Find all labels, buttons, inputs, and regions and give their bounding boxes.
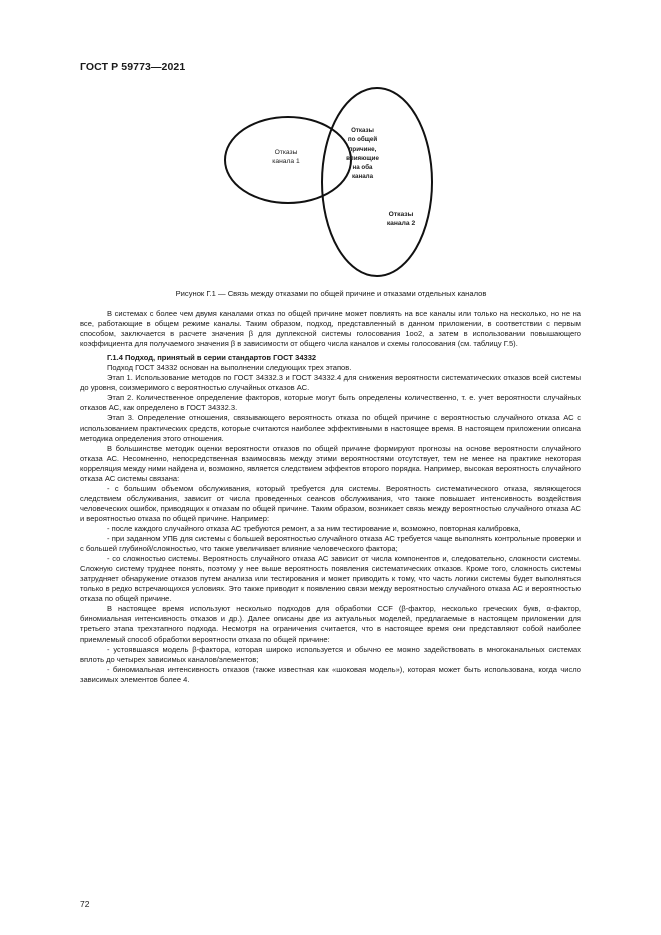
- list-item: - со сложностью системы. Вероятность случайного отказа АС зависит от числа компонентов и, следовательно, сложности системы. Сложную систему труднее понять, поэтому у нее выше вероятность появления систематических отказов. Кроме того, сложность системы затрудняет обнаружение отказов путем анализа или тестирования и может приводить к тому, что часть логики системы будет выполняться только в редко встречающихся условиях. Это также приводит к появлению связи между вероятностью случайного отказа АС и вероятностью отказа по общей причине.: [80, 554, 581, 604]
- paragraph: В большинстве методик оценки вероятности отказов по общей причине формируют прогнозы на основе вероятности случайного отказа АС. Несомненно, непосредственная взаимосвязь между этими вероятностями отсутствует, тем не менее на практике некоторая корреляция между ними найдена и, возможно, является следствием эффектов второго порядка. Например, высокая вероятность случайного отказа АС системы связана:: [80, 443, 581, 483]
- page-number: 72: [80, 899, 90, 909]
- paragraph: Этап 2. Количественное определение факторов, которые могут быть определены количественно, т. е. учет вероятности случайных отказов АС, как определено в ГОСТ 34332.3.: [80, 393, 581, 413]
- venn-diagram: [0, 0, 661, 300]
- venn-label-channel-1: Отказы канала 1: [272, 149, 300, 165]
- paragraph: Этап 1. Использование методов по ГОСТ 34332.3 и ГОСТ 34332.4 для снижения вероятности систематических отказов всей системы до уровня, соизмеримого с вероятностью случайных отказов АС.: [80, 373, 581, 393]
- venn-label-common-cause: Отказы по общей причине, влияющие на оба канала: [346, 127, 379, 181]
- paragraph: В системах с более чем двумя каналами отказ по общей причине может повлиять на все каналы или только на несколько, но не на все, работающие в общем режиме каналы. Таким образом, подход, представленный в данном приложении, в соответствии с первым способом, заключается в расчете значения β для дуплексной системы голосования 1oo2, а затем в использовании повышающего коэффициента для получаемого значения β в зависимости от общего числа каналов и схемы голосования (см. таблицу Г.5).: [80, 309, 581, 349]
- list-item: - биномиальная интенсивность отказов (также известная как «шоковая модель»), которая может быть использована, когда число зависимых элементов более 4.: [80, 664, 581, 684]
- paragraph: Этап 3. Определение отношения, связывающего вероятность отказа по общей причине с вероятностью случайного отказа АС с использованием практических средств, которые считаются наиболее эффективными в настоящее время. В настоящем приложении описана методика определения этого отношения.: [80, 413, 581, 443]
- list-item: - с большим объемом обслуживания, который требуется для системы. Вероятность систематического отказа, являющегося следствием обслуживания, зависит от числа проведенных сеансов обслуживания, что также повышает интенсивность воздействия человеческих ошибок, приводящих к отказам по общей причине. Таким образом, возникает связь между вероятностью случайного отказа АС и вероятностью отказа по общей причине. Например:: [80, 483, 581, 523]
- list-item: - устоявшаяся модель β-фактора, которая широко используется и обычно ее можно задействовать в многоканальных системах вплоть до четырех зависимых каналов/элементов;: [80, 644, 581, 664]
- body-text: [80, 309, 581, 685]
- subsection-heading: Г.1.4 Подход, принятый в серии стандартов ГОСТ 34332: [107, 353, 317, 363]
- venn-label-channel-2: Отказы канала 2: [386, 211, 416, 227]
- figure-caption: Рисунок Г.1 — Связь между отказами по общей причине и отказами отдельных каналов: [175, 289, 487, 298]
- paragraph: Подход ГОСТ 34332 основан на выполнении следующих трех этапов.: [107, 363, 352, 373]
- document-header: ГОСТ Р 59773—2021: [80, 61, 186, 73]
- list-item: - после каждого случайного отказа АС требуются ремонт, а за ним тестирование и, возможно, повторная калибровка,: [107, 523, 521, 533]
- channel-2-ellipse: [322, 88, 432, 276]
- list-item: - при заданном УПБ для системы с большей вероятностью случайного отказа АС требуется чаще выполнять контрольные проверки и с большей глубиной/сложностью, что также увеличивает влияние человеческого фактора;: [80, 534, 581, 554]
- paragraph: В настоящее время используют несколько подходов для обработки CCF (β-фактор, несколько греческих букв, α-фактор, биномиальная интенсивность отказов и др.). Далее описаны две из актуальных моделей, предлагаемые в настоящем приложении для третьего этапа трехэтапного подхода. Несмотря на ограничения считается, что в настоящее время они представляют собой наиболее приемлемый способ обработки вероятности отказа по общей причине:: [80, 604, 581, 644]
